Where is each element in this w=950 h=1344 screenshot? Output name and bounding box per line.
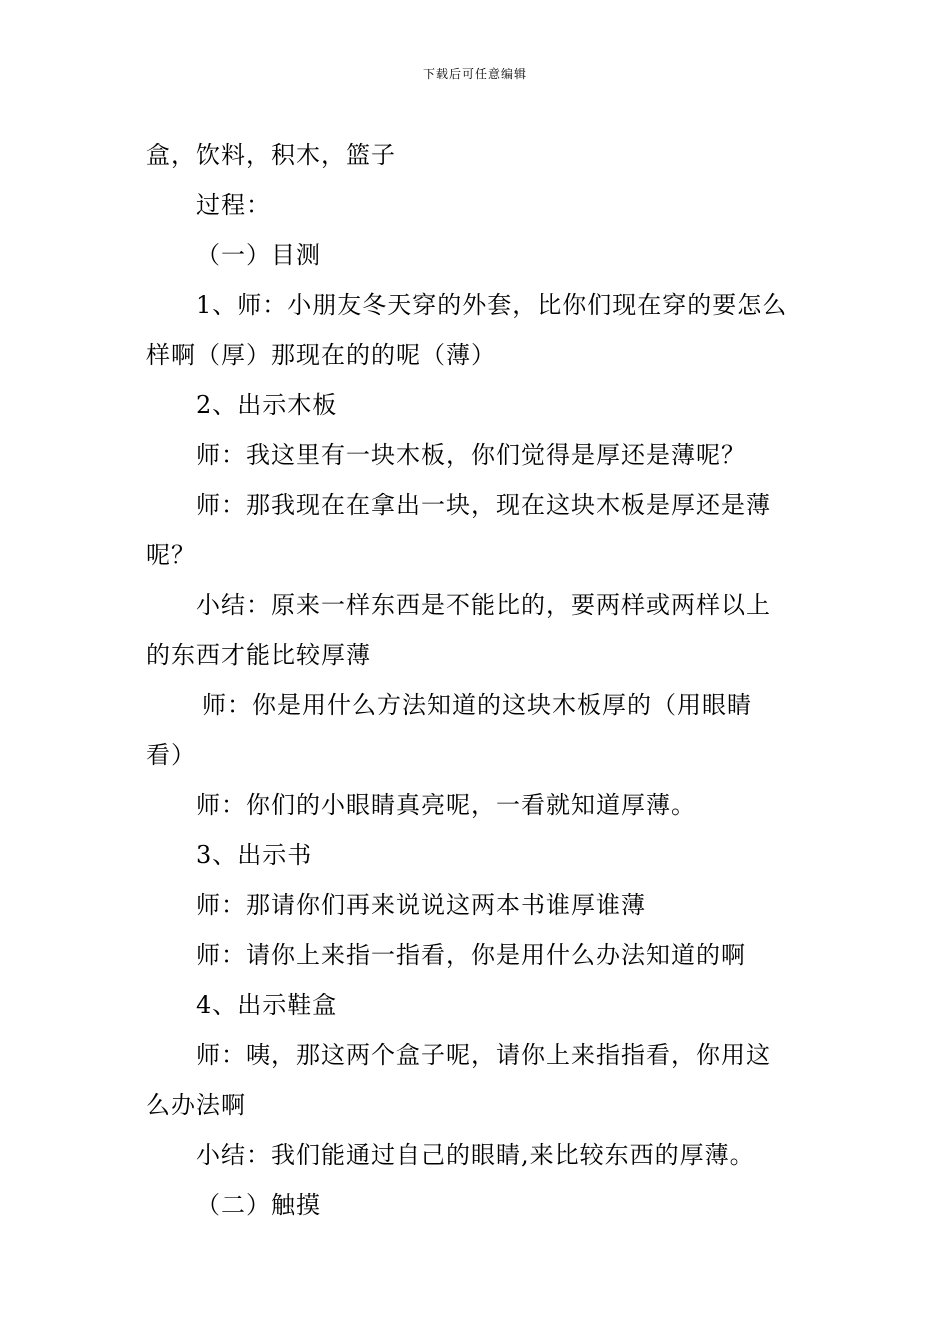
text-line: 师：那请你们再来说说这两本书谁厚谁薄: [196, 891, 646, 919]
text-line: 师：那我现在在拿出一块，现在这块木板是厚还是薄: [196, 491, 771, 519]
section-heading: （二）触摸: [196, 1191, 321, 1219]
text-line: 么办法啊: [146, 1091, 246, 1119]
text-line: 盒，饮料，积木，篮子: [146, 141, 396, 169]
text-line: 4、出示鞋盒: [196, 991, 338, 1019]
text-line: 师：请你上来指一指看，你是用什么办法知道的啊: [196, 941, 746, 969]
text-line: 小结：我们能通过自己的眼睛,来比较东西的厚薄。: [196, 1141, 755, 1169]
text-line: 样啊（厚）那现在的的呢（薄）: [146, 341, 496, 369]
text-line: 小结：原来一样东西是不能比的，要两样或两样以上: [196, 591, 771, 619]
document-body: [146, 130, 806, 1230]
text-line: 师：你们的小眼睛真亮呢，一看就知道厚薄。: [196, 791, 696, 819]
text-line: 呢？: [146, 541, 196, 569]
text-line: 2、出示木板: [196, 391, 338, 419]
text-line: 看）: [146, 741, 196, 769]
page-header: 下载后可任意编辑: [422, 67, 527, 81]
text-line: 师：我这里有一块木板，你们觉得是厚还是薄呢？: [196, 441, 746, 469]
text-line: 3、出示书: [196, 841, 313, 869]
text-line: 师：你是用什么方法知道的这块木板厚的（用眼睛: [202, 691, 752, 719]
text-line: 过程：: [196, 191, 271, 219]
text-line: 1、师：小朋友冬天穿的外套，比你们现在穿的要怎么: [196, 291, 788, 319]
text-line: 的东西才能比较厚薄: [146, 641, 371, 669]
section-heading: （一）目测: [196, 241, 321, 269]
text-line: 师：咦，那这两个盒子呢，请你上来指指看，你用这: [196, 1041, 771, 1069]
